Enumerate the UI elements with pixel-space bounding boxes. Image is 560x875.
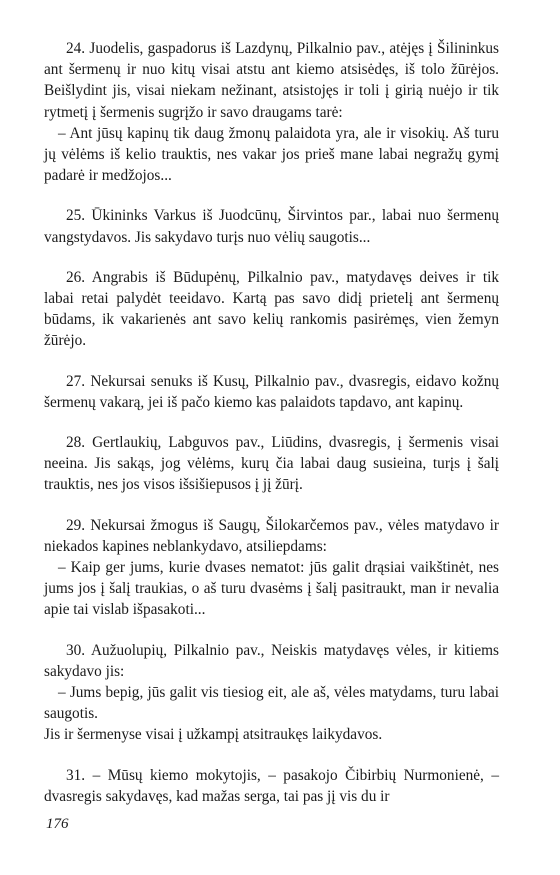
entry-26-paragraph: 26. Angrabis iš Būdupėnų, Pilkalnio pav., matydavęs deives ir tik labai retai palydėt teeidavo. Kartą pas savo didį prietelį ant šermenų būdams, ik vakarienės ant savo kelių rankomis pasirėmęs, vien žemyn žūrėjo. [44, 268, 499, 350]
entry-31 [44, 765, 499, 807]
entry-24-paragraph: 24. Juodelis, gaspadorus iš Lazdynų, Pilkalnio pav., atėjęs į Šilininkus ant šermenų ir nuo kitų visai atstu ant kiemo atsisėdęs, iš tolo žūrėjos. Beišlydint jis, visai niekam nežinant, atsistojęs ir toli į girią nuėjo ir tik rytmetį į šermenis sugrįžo ir savo draugams tarė: [44, 40, 499, 121]
entry-30-closing: Jis ir šermenyse visai į užkampį atsitraukęs laikydavos. [44, 726, 383, 744]
entry-30 [44, 640, 499, 746]
entry-25 [44, 205, 499, 247]
entry-28 [44, 432, 499, 496]
entry-27-paragraph: 27. Nekursai senuks iš Kusų, Pilkalnio pav., dvasregis, eidavo kožnų šermenų vakarą, jei iš pačo kiemo kas palaidots tapdavo, ant kapinų. [44, 372, 499, 411]
entry-28-paragraph: 28. Gertlaukių, Labguvos pav., Liūdins, dvasregis, į šermenis visai neeina. Jis sakąs, jog vėlėms, kurų čia labai daug susieina, turįs į šalį trauktis, nes jos visos išsišiepusos į jį žūrį. [44, 434, 499, 494]
entry-29 [44, 515, 499, 621]
entry-24 [44, 38, 499, 186]
entry-30-paragraph: 30. Aužuolupių, Pilkalnio pav., Neiskis matydavęs vėles, ir kitiems sakydavo jis: [44, 641, 499, 680]
entry-29-quote: – Kaip ger jums, kurie dvases nematot: jūs galit drąsiai vaikštinėt, nes jums jos į šalį traukias, o aš turu dvasėms į šalį pasitraukt, man ir nevalia apie tai vislab išpasakoti... [44, 559, 499, 619]
entry-26 [44, 267, 499, 352]
page-text [44, 38, 499, 826]
entry-31-paragraph: 31. – Mūsų kiemo mokytojis, – pasakojo Čibirbių Nurmonienė, – dvasregis sakydavęs, kad mažas serga, tai pas jį vis du ir [44, 766, 499, 805]
entry-27 [44, 371, 499, 413]
entry-30-quote: – Jums bepig, jūs galit vis tiesiog eit, ale aš, vėles matydams, turu labai saugotis. [44, 684, 499, 723]
page-number: 176 [46, 816, 69, 832]
entry-24-quote: – Ant jūsų kapinų tik daug žmonų palaidota yra, ale ir visokių. Aš turu jų vėlėms iš kelio trauktis, nes vakar jos prieš mane labai negražų gymį padarė ir medžojos... [44, 124, 499, 185]
entry-29-paragraph: 29. Nekursai žmogus iš Saugų, Šilokarčemos pav., vėles matydavo ir niekados kapines neblankydavo, atsiliepdams: [44, 516, 499, 555]
entry-25-paragraph: 25. Ūkininks Varkus iš Juodcūnų, Širvintos par., labai nuo šermenų vangstydavos. Jis sakydavo turįs nuo vėlių saugotis... [44, 207, 499, 246]
